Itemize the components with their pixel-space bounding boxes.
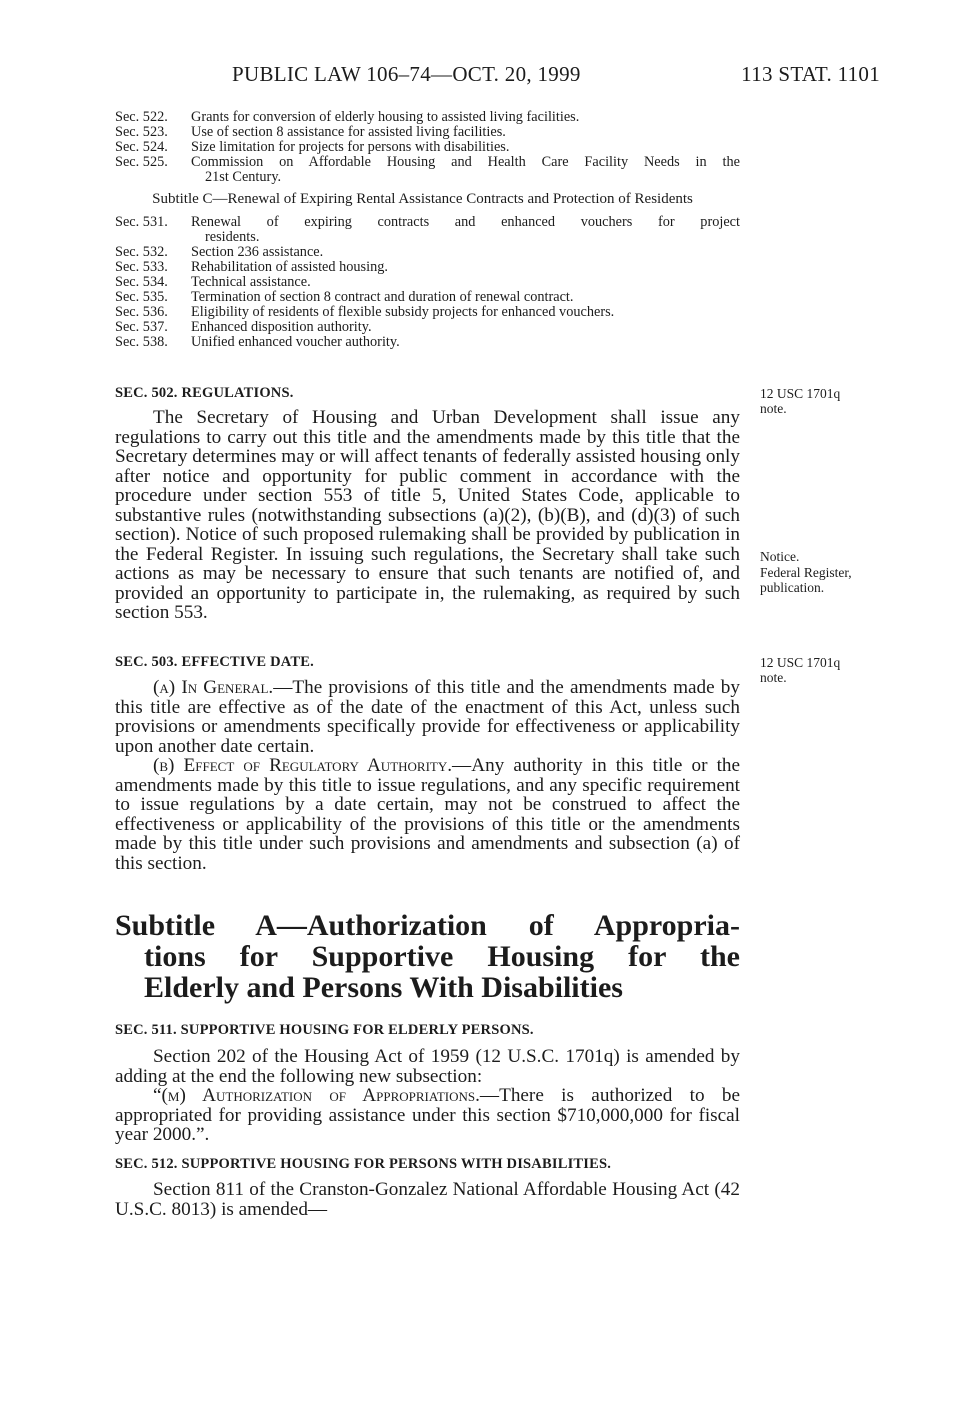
section-heading: SEC. 503. EFFECTIVE DATE. (115, 654, 314, 670)
toc-entry-title: Technical assistance. (191, 274, 311, 290)
toc-entry (115, 320, 740, 335)
toc-entry-number: Sec. 533. (115, 259, 168, 275)
section-512 (115, 1156, 740, 1219)
subsection-text: —There is authorized to be appropriated for providing assistance under this section $710,000,000 for fiscal year 2000.”. (115, 1085, 740, 1145)
section-511 (115, 1022, 740, 1145)
toc-entry (115, 245, 740, 260)
toc-entry-title-continuation: 21st Century. (205, 169, 282, 185)
toc-entry (115, 110, 740, 125)
section-502 (115, 385, 740, 623)
subsection-text: —The provisions of this title and the amendments made by this title are effective as of the date of the enactment of this Act, unless such provisions or amendments specifically provide for effectiveness or applicability upon another date certain. (115, 677, 740, 757)
toc-entry-number: Sec. 536. (115, 304, 168, 320)
section-body: The Secretary of Housing and Urban Development shall issue any regulations to carry out this title and the amendments made by this title that the Secretary determines may or will affect tenants of federally assisted housing only after notice and opportunity for public comment in accordance with the procedure under section 553 of title 5, United States Code, applicable to substantive rules (notwithstanding subsections (a)(2), (b)(B), and (d)(3) of such section). Notice of such proposed rulemaking shall be provided by publication in the Federal Register. In issuing such regulations, the Secretary shall take such actions as may be necessary to ensure that such tenants are notified of, and provided an opportunity to participate in, the rulemaking, as required by such section 553. (115, 407, 740, 623)
toc-entry-number: Sec. 534. (115, 274, 168, 290)
section-body: Section 202 of the Housing Act of 1959 (12 U.S.C. 1701q) is amended by adding at the end the following new subsection: (115, 1046, 740, 1087)
toc-subtitle-heading: Subtitle C—Renewal of Expiring Rental Assistance Contracts and Protection of Residents (152, 191, 693, 207)
running-header-title: PUBLIC LAW 106–74—OCT. 20, 1999 (232, 62, 581, 86)
toc-entry-number: Sec. 525. (115, 154, 168, 170)
subsection-label: (b) Effect of Regulatory Authority. (153, 755, 453, 776)
margin-note-usc: 12 USC 1701q note. (760, 386, 841, 416)
toc-entry-number: Sec. 531. (115, 214, 168, 230)
toc-entry-title-continuation: residents. (205, 229, 260, 245)
section-heading: SEC. 511. SUPPORTIVE HOUSING FOR ELDERLY PERSONS. (115, 1022, 534, 1038)
subtitle-heading-line: tions for Supportive Housing for the (144, 940, 740, 973)
table-of-contents (115, 110, 740, 350)
section-heading: SEC. 512. SUPPORTIVE HOUSING FOR PERSONS WITH DISABILITIES. (115, 1156, 612, 1172)
toc-entry-title: Section 236 assistance. (191, 244, 324, 260)
toc-entry-title: Enhanced disposition authority. (191, 319, 372, 335)
toc-entry (115, 290, 740, 305)
toc-entry-number: Sec. 537. (115, 319, 168, 335)
toc-entry-number: Sec. 523. (115, 124, 168, 140)
toc-entry-number: Sec. 535. (115, 289, 168, 305)
toc-entry-title-line: Renewal of expiring contracts and enhanced vouchers for project (191, 214, 740, 230)
subsection-label: “(m) Authorization of Appropriations. (153, 1085, 480, 1106)
margin-note-federal-register: Federal Register, publication. (760, 565, 852, 595)
running-header-page-ref: 113 STAT. 1101 (741, 62, 880, 86)
margin-note-notice: Notice. (760, 549, 800, 564)
subsection-b (115, 756, 740, 873)
toc-entry-title: Use of section 8 assistance for assisted living facilities. (191, 124, 506, 140)
toc-entry-title: Eligibility of residents of flexible subsidy projects for enhanced vouchers. (191, 304, 615, 320)
toc-entry (115, 260, 740, 275)
subsection-text: —Any authority in this title or the amendments made by this title to issue regulations, and any specific requirement to issue regulations by a date certain, may not be construed to affect the effectiveness or applicability of the provisions of this title or the amendments made by this title under such provisions and amendments and subsection (a) of this section. (115, 755, 741, 874)
subtitle-heading-line: Elderly and Persons With Disabilities (144, 971, 623, 1004)
subsection-a (115, 678, 740, 756)
toc-entry-title: Rehabilitation of assisted housing. (191, 259, 388, 275)
toc-entry (115, 335, 740, 350)
toc-entry-title (191, 215, 740, 245)
toc-entry-title (191, 155, 740, 185)
subsection-label: (a) In General. (153, 677, 274, 698)
toc-entry-title: Size limitation for projects for persons with disabilities. (191, 139, 510, 155)
section-body: Section 811 of the Cranston-Gonzalez National Affordable Housing Act (42 U.S.C. 8013) is amended— (115, 1179, 740, 1220)
toc-entry-title: Termination of section 8 contract and duration of renewal contract. (191, 289, 574, 305)
toc-entry (115, 155, 740, 185)
toc-entry-number: Sec. 522. (115, 109, 168, 125)
toc-entry-number: Sec. 524. (115, 139, 168, 155)
toc-entry (115, 305, 740, 320)
toc-entry-number: Sec. 538. (115, 334, 168, 350)
toc-entry (115, 140, 740, 155)
section-heading: SEC. 502. REGULATIONS. (115, 385, 294, 401)
toc-entry (115, 275, 740, 290)
toc-entry-number: Sec. 532. (115, 244, 168, 260)
subtitle-a-heading (115, 910, 740, 1003)
toc-entry-title: Unified enhanced voucher authority. (191, 334, 400, 350)
toc-entry-title: Grants for conversion of elderly housing to assisted living facilities. (191, 109, 580, 125)
toc-entry (115, 215, 740, 245)
margin-note-usc: 12 USC 1701q note. (760, 655, 841, 685)
section-503 (115, 654, 740, 873)
toc-entry (115, 125, 740, 140)
toc-entry-title-line: Commission on Affordable Housing and Health Care Facility Needs in the (191, 154, 740, 170)
subsection-m (115, 1086, 740, 1145)
subtitle-heading-line: Subtitle A—Authorization of Appropria- (115, 909, 740, 942)
